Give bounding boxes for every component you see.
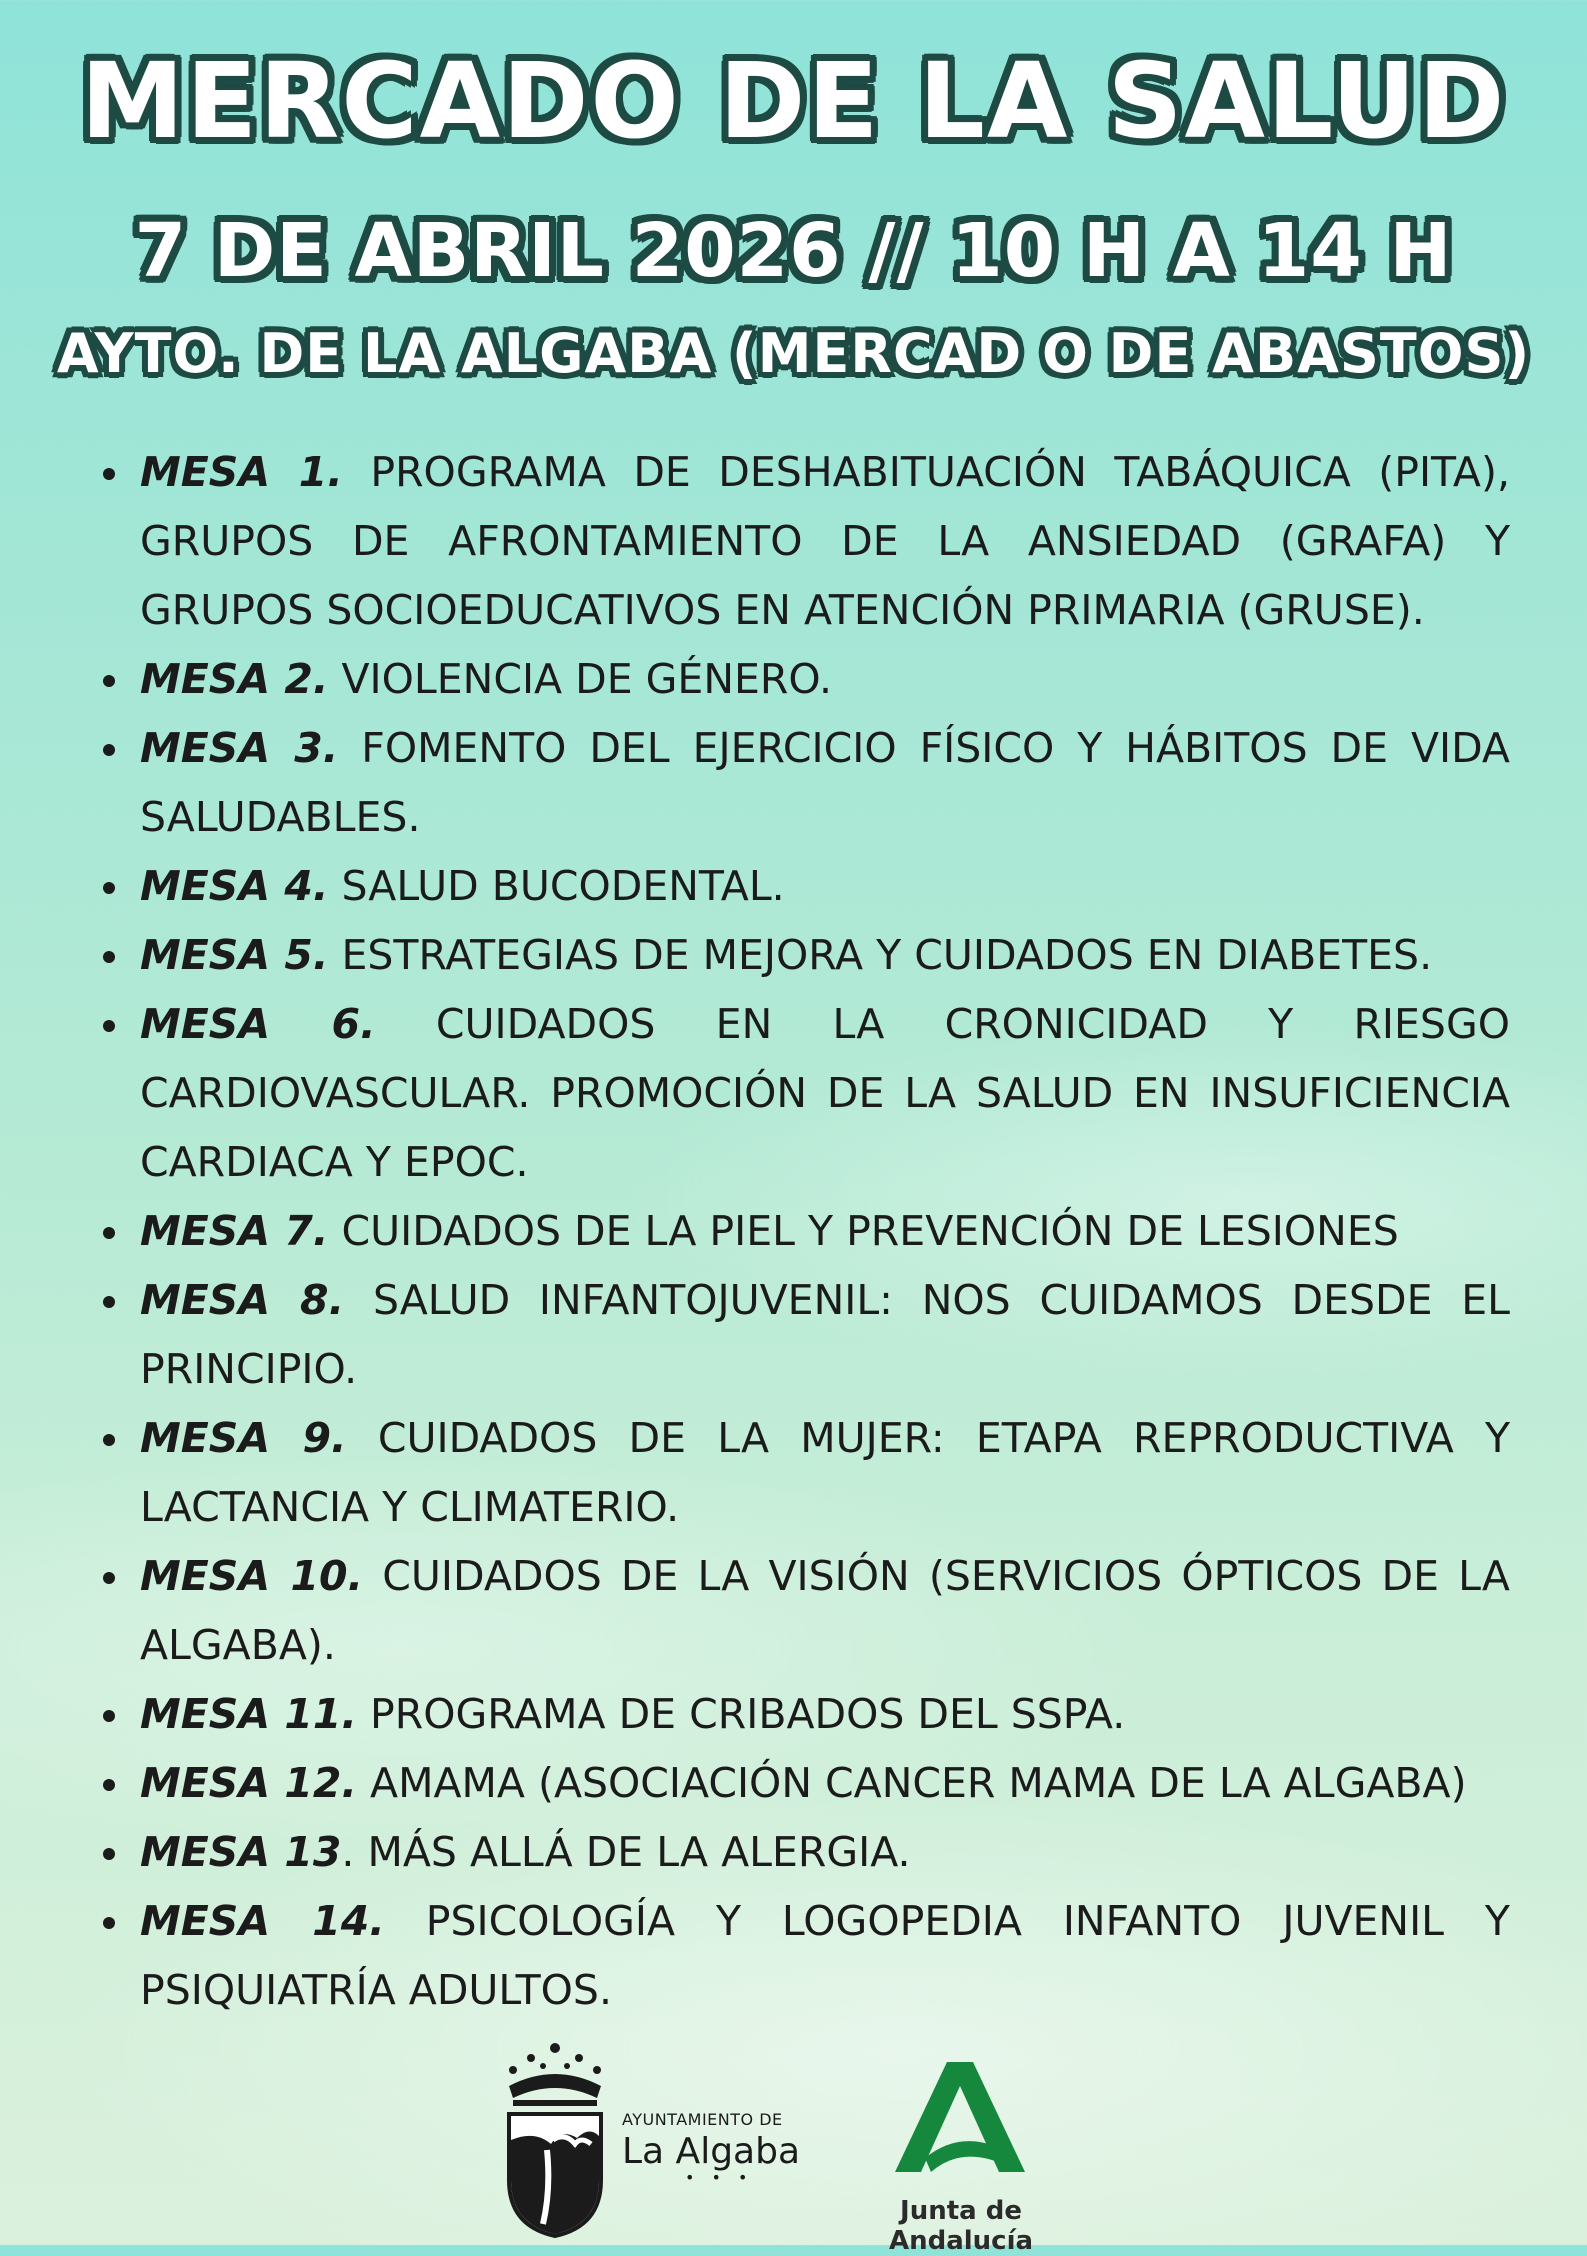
mesa-text: ESTRATEGIAS DE MEJORA Y CUIDADOS EN DIABETES. — [341, 931, 1433, 979]
mesa-label: MESA 12. — [140, 1759, 357, 1807]
list-item-mesa-4 — [95, 852, 1510, 921]
mesa-label: MESA 1. — [140, 448, 343, 496]
list-item-mesa-11 — [95, 1680, 1510, 1749]
mesa-text: FOMENTO DEL EJERCICIO FÍSICO Y HÁBITOS DE VIDA SALUDABLES. — [140, 724, 1510, 841]
mesa-label: MESA 2. — [140, 655, 329, 703]
ayuntamiento-dots: • • • — [685, 2168, 754, 2187]
mesa-label: MESA 7. — [140, 1207, 329, 1255]
event-date-time: 7 DE ABRIL 2026 // 10 H A 14 H — [134, 208, 1453, 294]
junta-de-andalucia-label: Junta de Andalucía — [888, 2196, 1034, 2256]
ayuntamiento-small-label: AYUNTAMIENTO DE — [622, 2110, 783, 2129]
bullet-icon — [103, 675, 115, 687]
list-item-mesa-10 — [95, 1542, 1510, 1680]
mesa-text: CUIDADOS DE LA MUJER: ETAPA REPRODUCTIVA Y LACTANCIA Y CLIMATERIO. — [140, 1414, 1510, 1531]
bullet-icon — [103, 1779, 115, 1791]
list-item-mesa-1 — [95, 438, 1510, 645]
bullet-icon — [103, 1434, 115, 1446]
mesa-label: MESA 8. — [140, 1276, 345, 1324]
mesa-label: MESA 9. — [140, 1414, 347, 1462]
bullet-icon — [103, 1572, 115, 1584]
list-item-mesa-6 — [95, 990, 1510, 1197]
mesa-text: CUIDADOS DE LA VISIÓN (SERVICIOS ÓPTICOS DE LA ALGABA). — [140, 1552, 1510, 1669]
list-item-mesa-9 — [95, 1404, 1510, 1542]
mesa-label: MESA 3. — [140, 724, 339, 772]
mesa-text: PSICOLOGÍA Y LOGOPEDIA INFANTO JUVENIL Y PSIQUIATRÍA ADULTOS. — [140, 1897, 1510, 2014]
mesa-label: MESA 5. — [140, 931, 329, 979]
mesa-text: PROGRAMA DE CRIBADOS DEL SSPA. — [370, 1690, 1126, 1738]
junta-de-andalucia-logo-icon — [895, 2062, 1025, 2182]
list-item-mesa-13 — [95, 1818, 1510, 1887]
mesa-label: MESA 4. — [140, 862, 329, 910]
bullet-icon — [103, 744, 115, 756]
mesa-label: MESA 6. — [140, 1000, 376, 1048]
event-location: AYTO. DE LA ALGABA (MERCAD O DE ABASTOS) — [56, 322, 1531, 385]
mesas-list — [95, 438, 1510, 2025]
ayuntamiento-name: La Algaba — [622, 2131, 801, 2172]
list-item-mesa-5 — [95, 921, 1510, 990]
mesa-label: MESA 10. — [140, 1552, 364, 1600]
list-item-mesa-2 — [95, 645, 1510, 714]
list-item-mesa-8 — [95, 1266, 1510, 1404]
bullet-icon — [103, 1848, 115, 1860]
ayuntamiento-wordmark — [622, 2110, 800, 2174]
mesa-text: CUIDADOS EN LA CRONICIDAD Y RIESGO CARDIOVASCULAR. PROMOCIÓN DE LA SALUD EN INSUFICIENCIA CARDIACA Y EPOC. — [140, 1000, 1510, 1186]
mesa-text: SALUD INFANTOJUVENIL: NOS CUIDAMOS DESDE EL PRINCIPIO. — [140, 1276, 1510, 1393]
bullet-icon — [103, 951, 115, 963]
bullet-icon — [103, 1710, 115, 1722]
mesa-label: MESA 14. — [140, 1897, 385, 1945]
bullet-icon — [103, 1917, 115, 1929]
la-algaba-crest-icon — [495, 2040, 615, 2240]
bullet-icon — [103, 1296, 115, 1308]
list-item-mesa-12 — [95, 1749, 1510, 1818]
bullet-icon — [103, 1020, 115, 1032]
mesa-text: SALUD BUCODENTAL. — [341, 862, 785, 910]
bullet-icon — [103, 882, 115, 894]
mesa-text: VIOLENCIA DE GÉNERO. — [341, 655, 833, 703]
mesa-label: MESA 11. — [140, 1690, 357, 1738]
mesa-label: MESA 13 — [140, 1828, 342, 1876]
poster-title: MERCADO DE LA SALUD — [80, 40, 1507, 162]
bullet-icon — [103, 468, 115, 480]
list-item-mesa-3 — [95, 714, 1510, 852]
mesa-text: AMAMA (ASOCIACIÓN CANCER MAMA DE LA ALGABA) — [370, 1759, 1467, 1807]
footer-logos — [0, 2030, 1587, 2256]
list-item-mesa-7 — [95, 1197, 1510, 1266]
mesa-text: CUIDADOS DE LA PIEL Y PREVENCIÓN DE LESIONES — [341, 1207, 1399, 1255]
mesa-text: . MÁS ALLÁ DE LA ALERGIA. — [341, 1828, 911, 1876]
bullet-icon — [103, 1227, 115, 1239]
list-item-mesa-14 — [95, 1887, 1510, 2025]
mesa-text: PROGRAMA DE DESHABITUACIÓN TABÁQUICA (PITA), GRUPOS DE AFRONTAMIENTO DE LA ANSIEDAD (GRAFA) Y GRUPOS SOCIOEDUCATIVOS EN ATENCIÓN PRIMARIA (GRUSE). — [140, 448, 1510, 634]
